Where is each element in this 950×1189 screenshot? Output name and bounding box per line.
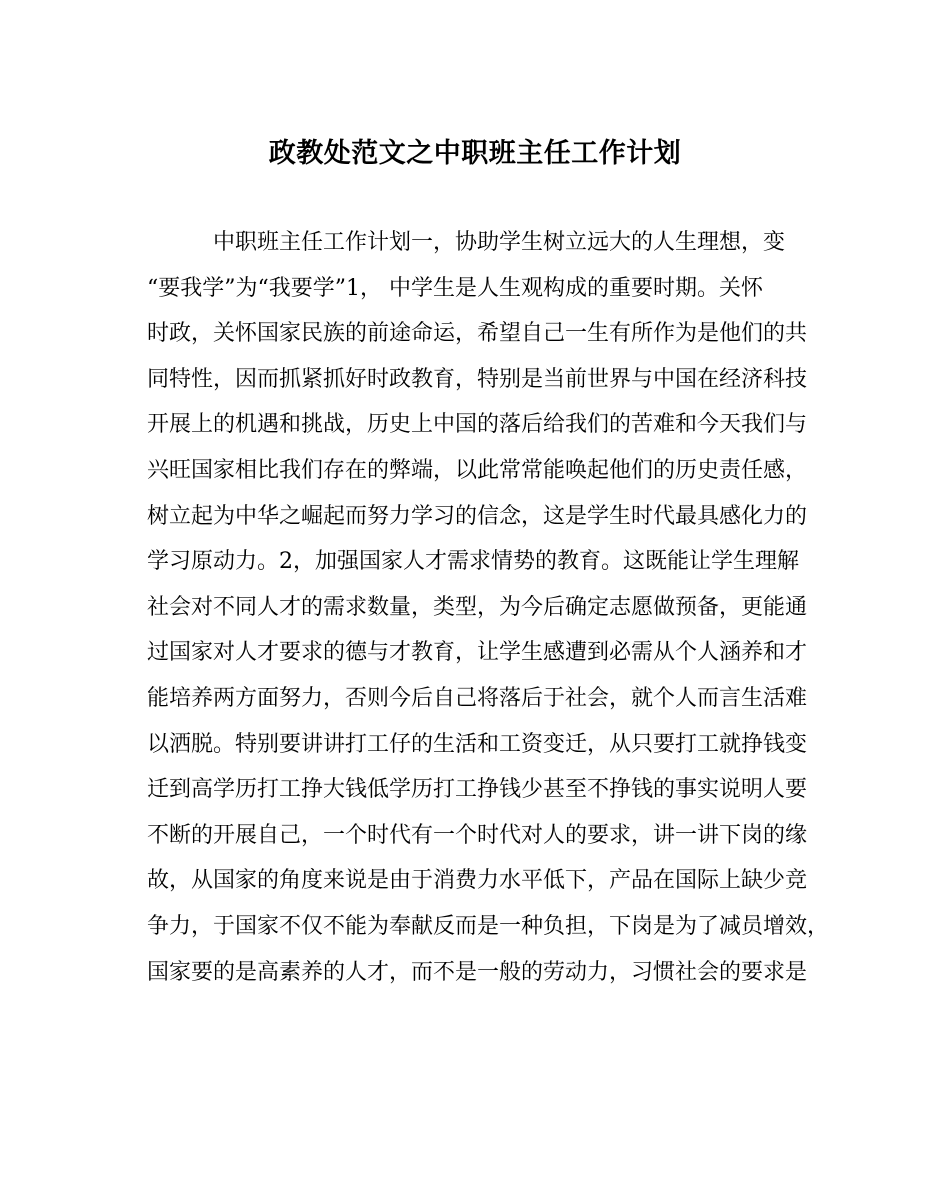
- document-body: [147, 220, 830, 995]
- body-line: 开展上的机遇和挑战，历史上中国的落后给我们的苦难和今天我们与: [147, 412, 808, 438]
- body-line: 过国家对人才要求的德与才教育，让学生感遭到必需从个人涵养和才: [147, 640, 808, 666]
- body-line: 国家要的是高素养的人才，而不是一般的劳动力，习惯社会的要求是: [147, 959, 808, 985]
- body-line: 故，从国家的角度来说是由于消费力水平低下，产品在国际上缺少竞: [147, 868, 808, 894]
- body-line: 迁到高学历打工挣大钱低学历打工挣钱少甚至不挣钱的事实说明人要: [147, 777, 808, 803]
- body-line: “要我学”为“我要学”1， 中学生是人生观构成的重要时期。关怀: [147, 275, 763, 301]
- body-line: 兴旺国家相比我们存在的弊端，以此常常能唤起他们的历史责任感，: [147, 457, 808, 483]
- body-line: 争力，于国家不仅不能为奉献反而是一种负担，下岗是为了减员增效，: [147, 913, 830, 939]
- body-line: 树立起为中华之崛起而努力学习的信念，这是学生时代最具感化力的: [147, 503, 808, 529]
- body-line: 社会对不同人才的需求数量，类型，为今后确定志愿做预备，更能通: [147, 594, 808, 620]
- body-line: 学习原动力。2，加强国家人才需求情势的教育。这既能让学生理解: [147, 549, 799, 575]
- document-title: 政教处范文之中职班主任工作计划: [268, 138, 682, 169]
- body-line: 同特性，因而抓紧抓好时政教育，特别是当前世界与中国在经济科技: [147, 366, 808, 392]
- body-line: 不断的开展自己，一个时代有一个时代对人的要求，讲一讲下岗的缘: [147, 822, 808, 848]
- body-line: 时政，关怀国家民族的前途命运，希望自己一生有所作为是他们的共: [147, 321, 808, 347]
- body-line: 能培养两方面努力，否则今后自己将落后于社会，就个人而言生活难: [147, 685, 808, 711]
- body-line: 以洒脱。特别要讲讲打工仔的生活和工资变迁，从只要打工就挣钱变: [147, 731, 808, 757]
- body-line: 中职班主任工作计划一，协助学生树立远大的人生理想，变: [213, 230, 786, 255]
